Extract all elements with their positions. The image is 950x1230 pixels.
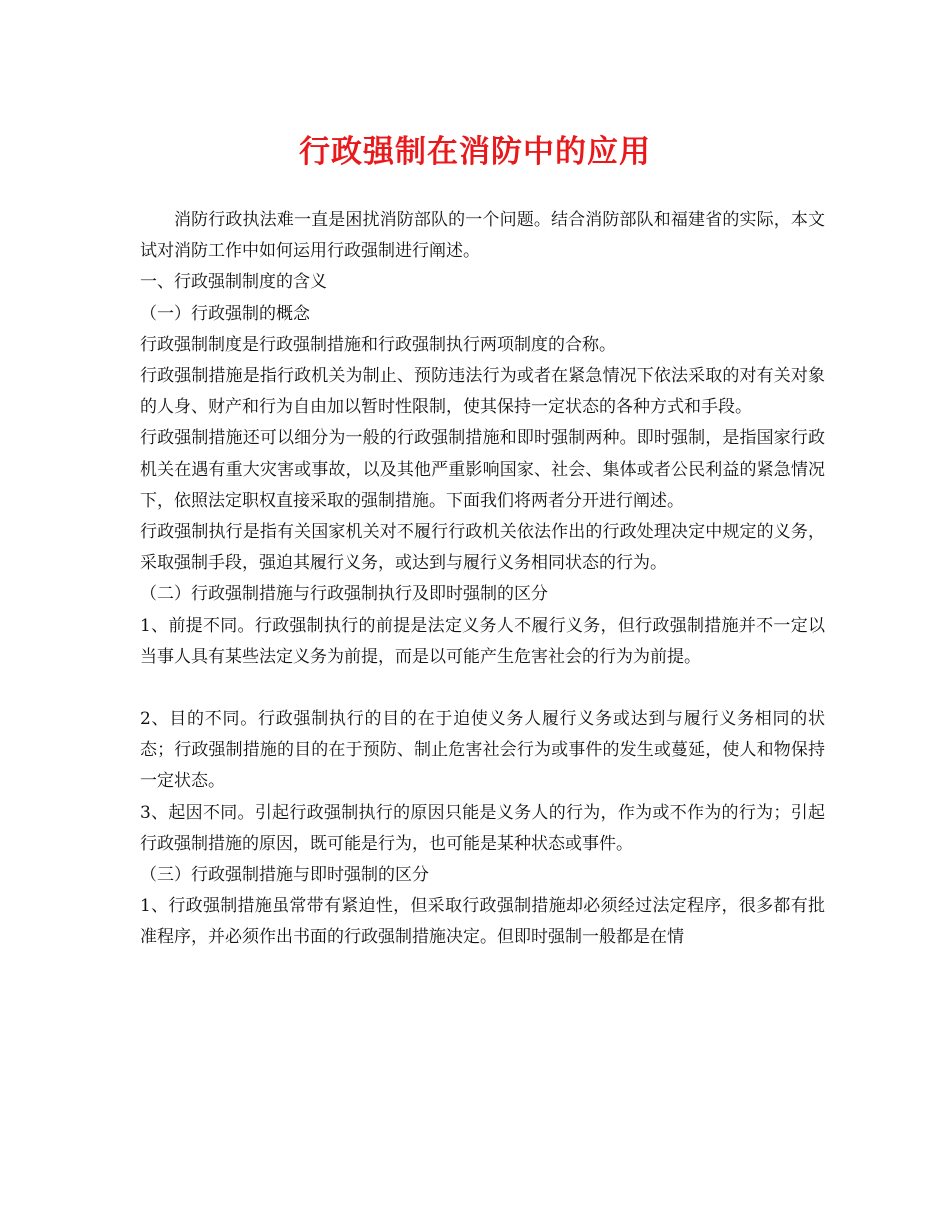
subsection-heading-3: （三）行政强制措施与即时强制的区分 bbox=[140, 865, 429, 886]
paragraph: 行政强制措施还可以细分为一般的行政强制措施和即时强制两种。即时强制，是指国家行政机关在遇有重大灾害或事故，以及其他严重影响国家、社会、集体或者公民利益的紧急情况下，依照法定职权直接采取的强制措施。下面我们将两者分开进行阐述。 bbox=[140, 428, 825, 511]
section-heading-1: 一、行政强制制度的含义 bbox=[140, 272, 327, 293]
document-body bbox=[140, 205, 825, 954]
paragraph: 行政强制执行是指有关国家机关对不履行行政机关依法作出的行政处理决定中规定的义务，采取强制手段，强迫其履行义务，或达到与履行义务相同状态的行为。 bbox=[140, 522, 825, 574]
intro-paragraph: 消防行政执法难一直是困扰消防部队的一个问题。结合消防部队和福建省的实际，本文试对消防工作中如何运用行政强制进行阐述。 bbox=[140, 210, 825, 262]
paragraph: 行政强制制度是行政强制措施和行政强制执行两项制度的合称。 bbox=[140, 334, 616, 355]
subsection-heading-1: （一）行政强制的概念 bbox=[140, 303, 310, 324]
list-item: 2、目的不同。行政强制执行的目的在于迫使义务人履行义务或达到与履行义务相同的状态；行政强制措施的目的在于预防、制止危害社会行为或事件的发生或蔓延，使人和物保持一定状态。 bbox=[140, 709, 825, 792]
document-title: 行政强制在消防中的应用 bbox=[299, 134, 651, 170]
list-item: 3、起因不同。引起行政强制执行的原因只能是义务人的行为，作为或不作为的行为；引起行政强制措施的原因，既可能是行为，也可能是某种状态或事件。 bbox=[140, 802, 825, 854]
subsection-heading-2: （二）行政强制措施与行政强制执行及即时强制的区分 bbox=[140, 584, 548, 605]
list-item: 1、行政强制措施虽常带有紧迫性，但采取行政强制措施却必须经过法定程序，很多都有批准程序，并必须作出书面的行政强制措施决定。但即时强制一般都是在情 bbox=[140, 896, 825, 948]
paragraph: 行政强制措施是指行政机关为制止、预防违法行为或者在紧急情况下依法采取的对有关对象的人身、财产和行为自由加以暂时性限制，使其保持一定状态的各种方式和手段。 bbox=[140, 366, 825, 418]
list-item: 1、前提不同。行政强制执行的前提是法定义务人不履行义务，但行政强制措施并不一定以当事人具有某些法定义务为前提，而是以可能产生危害社会的行为为前提。 bbox=[140, 615, 825, 667]
